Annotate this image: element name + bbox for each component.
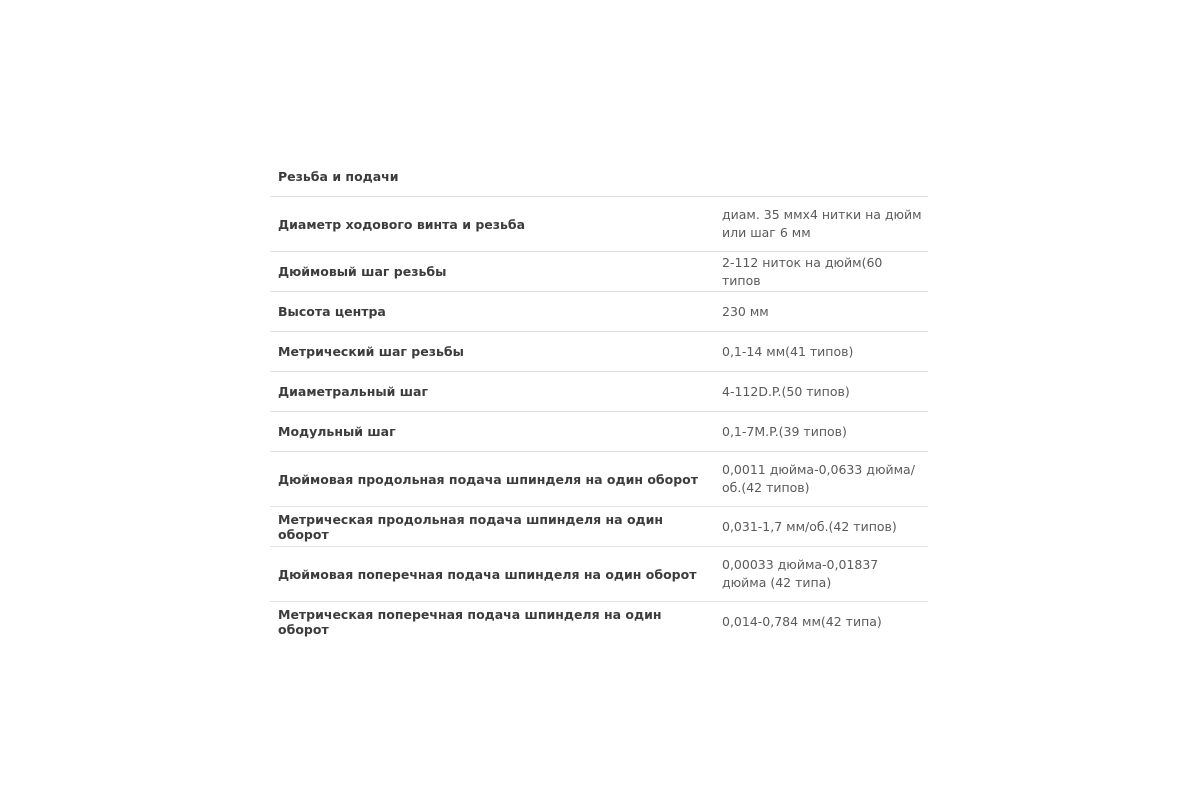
- section-title: Резьба и подачи: [270, 156, 928, 197]
- row-value: 4-112D.P.(50 типов): [722, 383, 850, 399]
- table-row: [270, 332, 928, 372]
- row-value: 0,1-7M.P.(39 типов): [722, 423, 847, 439]
- row-label: Метрическая продольная подача шпинделя на один оборот: [278, 511, 664, 542]
- table-row: [270, 197, 928, 252]
- table-row: [270, 602, 928, 642]
- specifications-table: [270, 156, 928, 642]
- table-row: [270, 452, 928, 507]
- row-value: 0,031-1,7 мм/об.(42 типов): [722, 518, 897, 534]
- table-row: [270, 292, 928, 332]
- row-label: Дюймовая продольная подача шпинделя на один оборот: [278, 471, 699, 487]
- row-label: Диаметр ходового винта и резьба: [278, 216, 526, 232]
- row-value: диам. 35 ммх4 нитки на дюйм или шаг 6 мм: [722, 207, 922, 240]
- row-label: Дюймовый шаг резьбы: [278, 264, 447, 279]
- row-value: 0,00033 дюйма-0,01837 дюйма (42 типа): [722, 557, 879, 590]
- row-label: Модульный шаг: [278, 424, 396, 439]
- row-label: Метрический шаг резьбы: [278, 344, 464, 359]
- row-value: 230 мм: [722, 303, 769, 319]
- row-label: Диаметральный шаг: [278, 384, 428, 399]
- table-row: [270, 252, 928, 292]
- table-row: [270, 507, 928, 547]
- row-label: Метрическая поперечная подача шпинделя на один оборот: [278, 607, 662, 637]
- table-row: [270, 412, 928, 452]
- row-value: 2-112 ниток на дюйм(60 типов: [722, 254, 883, 288]
- row-value: 0,014-0,784 мм(42 типа): [722, 614, 882, 629]
- row-value: 0,1-14 мм(41 типов): [722, 343, 854, 359]
- table-row: [270, 372, 928, 412]
- row-value: 0,0011 дюйма-0,0633 дюйма/об.(42 типов): [722, 462, 915, 495]
- table-row: [270, 547, 928, 602]
- row-label: Высота центра: [278, 304, 386, 319]
- row-label: Дюймовая поперечная подача шпинделя на один оборот: [278, 566, 697, 582]
